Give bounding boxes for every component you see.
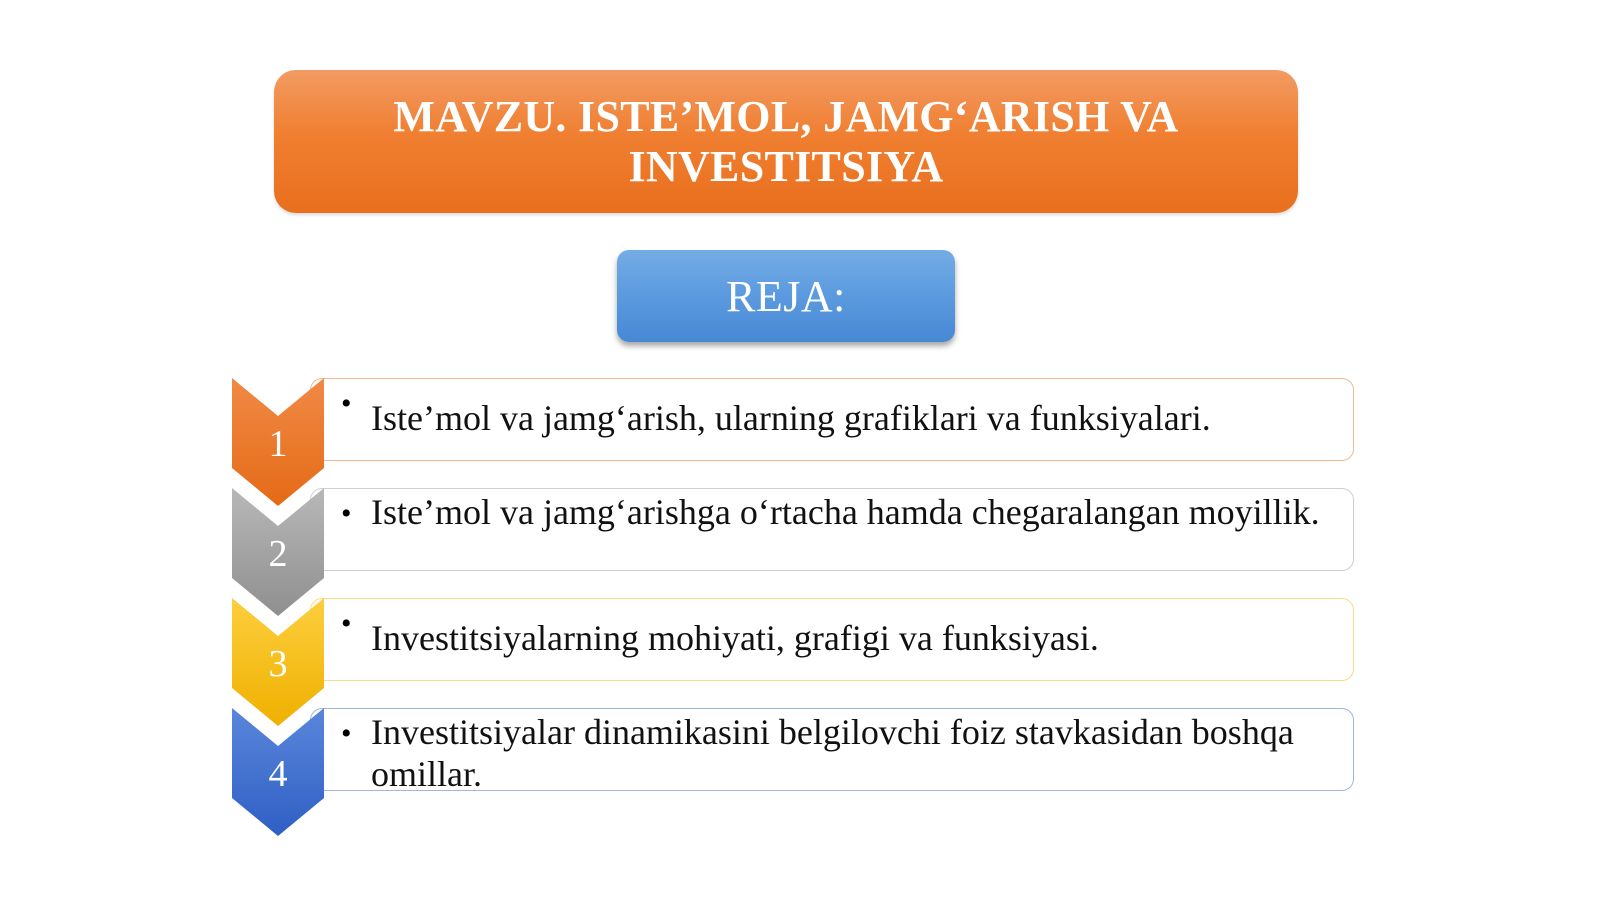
reja-banner bbox=[617, 250, 955, 342]
step-number: 1 bbox=[268, 423, 288, 465]
plan-item-3 bbox=[310, 598, 1354, 681]
bullet-icon: • bbox=[341, 497, 352, 530]
step-number: 4 bbox=[268, 753, 288, 795]
plan-item-text: Iste’mol va jamg‘arish, ularning grafiklari va funksiyalari. bbox=[371, 398, 1211, 438]
chevron-4 bbox=[232, 708, 324, 838]
title-banner bbox=[274, 70, 1298, 213]
bullet-icon: • bbox=[341, 607, 352, 640]
plan-item-text: Iste’mol va jamg‘arishga o‘rtacha hamda chegaralangan moyillik. bbox=[371, 492, 1320, 532]
plan-item-2 bbox=[310, 488, 1354, 571]
plan-item-text: Investitsiyalarning mohiyati, grafigi va funksiyasi. bbox=[371, 618, 1099, 658]
bullet-icon: • bbox=[341, 717, 352, 750]
plan-item-4 bbox=[310, 708, 1354, 794]
step-number: 2 bbox=[268, 533, 288, 575]
bullet-icon: • bbox=[341, 387, 352, 420]
step-number: 3 bbox=[268, 643, 288, 685]
page-title: MAVZU. ISTE’MOL, JAMG‘ARISH VA INVESTITSIYA bbox=[393, 91, 1179, 191]
plan-item-text: Investitsiyalar dinamikasini belgilovchi foiz stavkasidan boshqa omillar. bbox=[371, 712, 1294, 794]
plan-item-1 bbox=[310, 378, 1354, 461]
reja-label: REJA: bbox=[726, 271, 846, 321]
